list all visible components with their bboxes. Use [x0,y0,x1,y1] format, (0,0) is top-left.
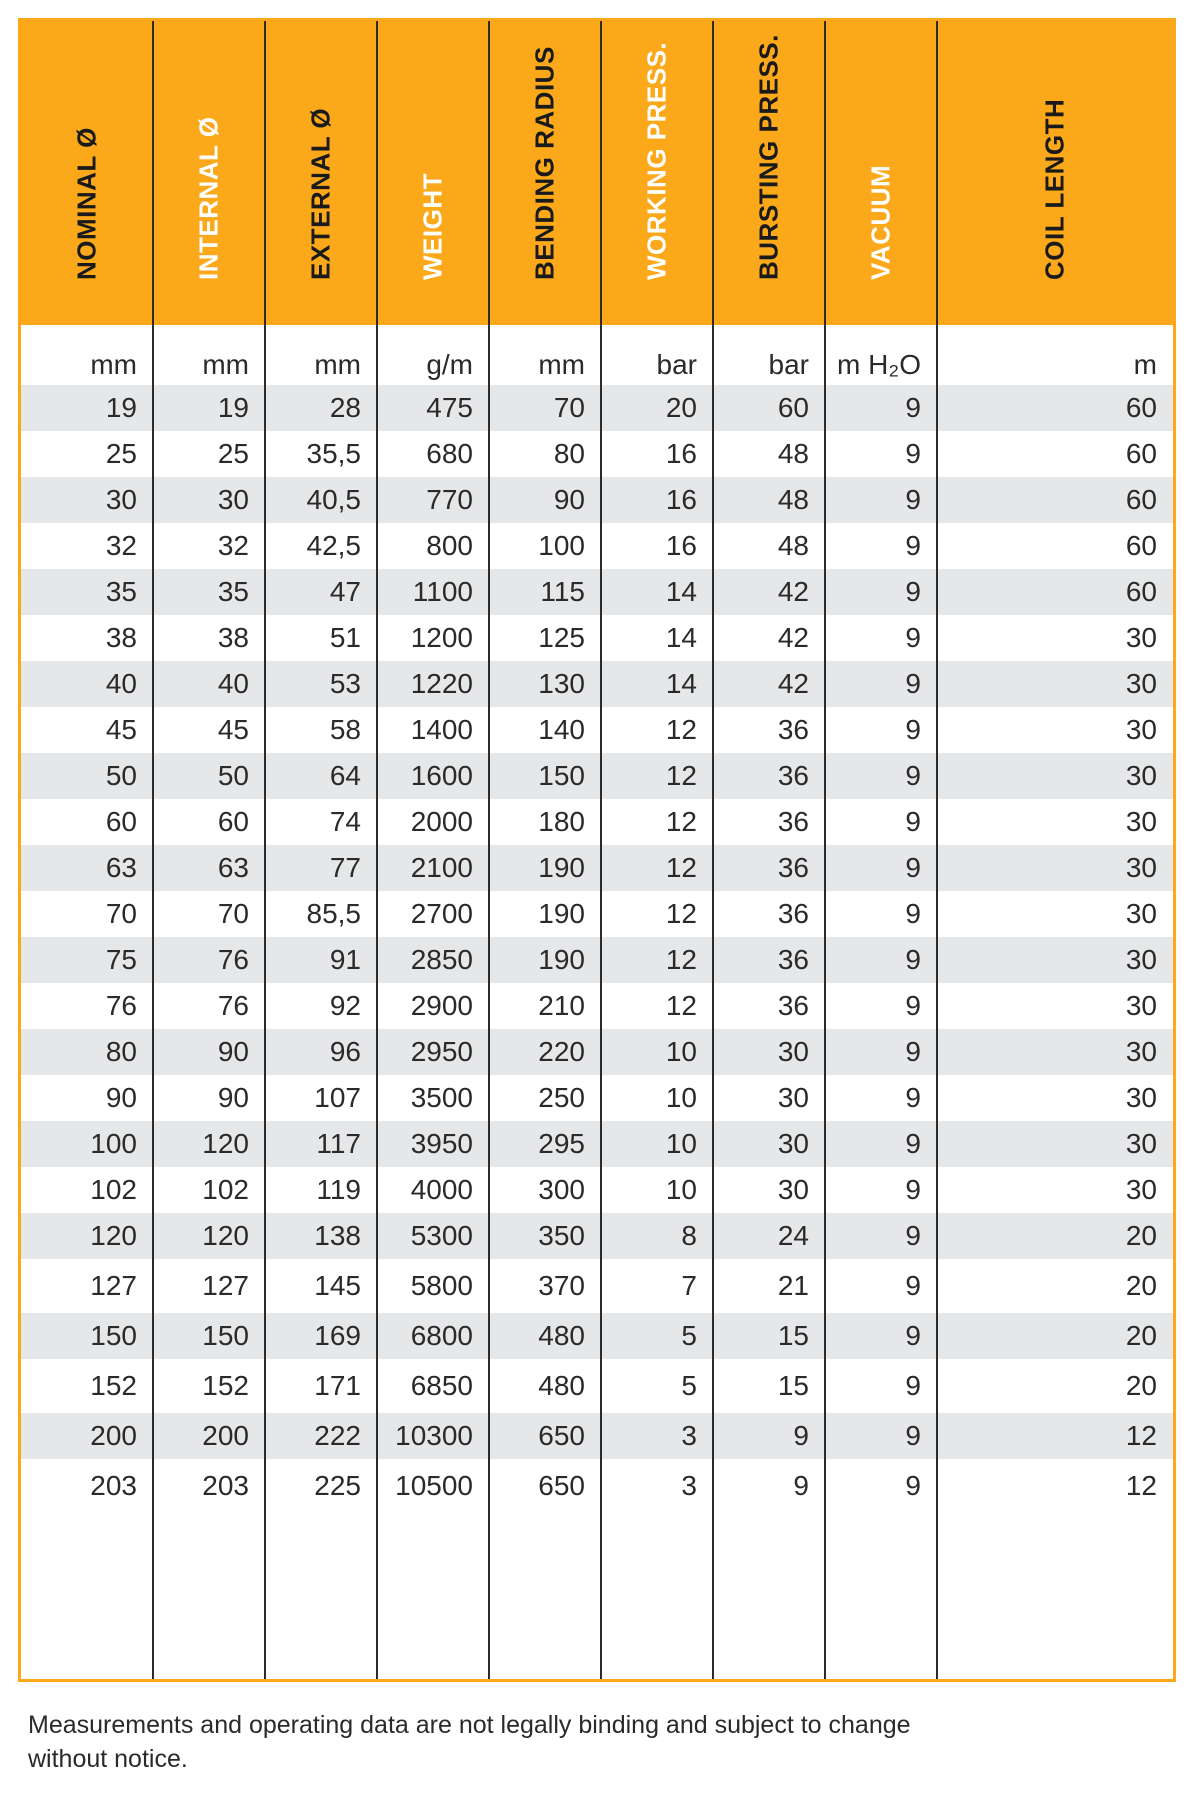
cell-vacuum: 9 [905,1370,921,1401]
cell-working-press: 16 [665,438,697,469]
cell-coil-length: 30 [1125,714,1157,745]
cell-external: 222 [314,1420,361,1451]
cell-coil-length: 30 [1125,1174,1157,1205]
cell-internal: 76 [217,990,249,1021]
cell-bursting-press: 30 [777,1128,809,1159]
header-cell-external [265,21,377,325]
cell-bending-radius: 650 [538,1470,585,1501]
cell-internal: 152 [202,1370,249,1401]
cell-external: 171 [314,1370,361,1401]
cell-bursting-press: 15 [777,1320,809,1351]
column-divider [488,21,490,1679]
table-row [21,523,1173,569]
cell-bursting-press: 36 [777,852,809,883]
cell-weight: 6800 [410,1320,473,1351]
table-row [21,1029,1173,1075]
cell-bending-radius: 115 [540,576,585,607]
cell-external: 51 [329,622,361,653]
cell-coil-length: 30 [1125,668,1157,699]
cell-bending-radius: 210 [538,990,585,1021]
cell-bursting-press: 15 [777,1370,809,1401]
cell-external: 28 [329,392,361,423]
cell-nominal: 35 [105,576,137,607]
cell-nominal: 102 [90,1174,137,1205]
cell-weight: 3950 [410,1128,473,1159]
cell-working-press: 12 [665,806,697,837]
unit-cell-vacuum: m H₂O [837,349,921,380]
cell-working-press: 14 [665,622,697,653]
header-label: BURSTING PRESS. [753,34,784,280]
cell-bending-radius: 80 [553,438,585,469]
cell-weight: 1200 [410,622,473,653]
cell-bending-radius: 140 [538,714,585,745]
cell-external: 169 [314,1320,361,1351]
cell-internal: 40 [217,668,249,699]
cell-nominal: 150 [90,1320,137,1351]
cell-working-press: 5 [681,1320,697,1351]
cell-coil-length: 60 [1125,530,1157,561]
cell-coil-length: 30 [1125,1082,1157,1113]
cell-bursting-press: 36 [777,990,809,1021]
header-cell-internal [153,21,265,325]
cell-internal: 60 [217,806,249,837]
cell-external: 40,5 [306,484,361,515]
table-row [21,661,1173,707]
header-cell-bending-radius [489,21,601,325]
table-row [21,385,1173,431]
cell-coil-length: 30 [1125,806,1157,837]
cell-bursting-press: 48 [777,530,809,561]
cell-internal: 90 [217,1082,249,1113]
cell-nominal: 152 [90,1370,137,1401]
cell-nominal: 25 [105,438,137,469]
cell-nominal: 100 [90,1128,137,1159]
cell-vacuum: 9 [905,576,921,607]
cell-bursting-press: 21 [777,1270,809,1301]
units-row [21,325,1173,385]
cell-internal: 38 [217,622,249,653]
column-divider [264,21,266,1679]
column-divider [824,21,826,1679]
cell-bending-radius: 295 [538,1128,585,1159]
cell-coil-length: 20 [1125,1320,1157,1351]
cell-vacuum: 9 [905,1420,921,1451]
cell-internal: 32 [217,530,249,561]
cell-coil-length: 20 [1125,1270,1157,1301]
cell-bending-radius: 190 [538,898,585,929]
cell-nominal: 127 [90,1270,137,1301]
cell-bending-radius: 130 [538,668,585,699]
cell-weight: 1400 [410,714,473,745]
cell-bending-radius: 220 [538,1036,585,1067]
cell-bending-radius: 125 [538,622,585,653]
cell-working-press: 12 [665,990,697,1021]
cell-weight: 2850 [410,944,473,975]
cell-bursting-press: 36 [777,714,809,745]
cell-weight: 800 [426,530,473,561]
cell-working-press: 12 [665,944,697,975]
header-label: INTERNAL Ø [193,116,224,280]
cell-working-press: 7 [681,1270,697,1301]
cell-weight: 3500 [410,1082,473,1113]
column-divider [600,21,602,1679]
cell-bursting-press: 30 [777,1174,809,1205]
cell-bursting-press: 36 [777,898,809,929]
cell-coil-length: 30 [1125,1036,1157,1067]
cell-bending-radius: 350 [538,1220,585,1251]
cell-bending-radius: 480 [538,1370,585,1401]
cell-working-press: 10 [665,1036,697,1067]
cell-vacuum: 9 [905,1036,921,1067]
cell-coil-length: 60 [1125,484,1157,515]
cell-vacuum: 9 [905,1270,921,1301]
cell-internal: 30 [217,484,249,515]
cell-coil-length: 30 [1125,1128,1157,1159]
cell-external: 85,5 [306,898,361,929]
table-row [21,799,1173,845]
cell-vacuum: 9 [905,622,921,653]
cell-vacuum: 9 [905,484,921,515]
unit-cell-bending-radius: mm [538,349,585,380]
cell-weight: 2700 [410,898,473,929]
header-label: COIL LENGTH [1039,98,1070,280]
cell-weight: 2100 [410,852,473,883]
table-row [21,937,1173,983]
cell-working-press: 14 [665,576,697,607]
cell-working-press: 10 [665,1174,697,1205]
cell-nominal: 203 [90,1470,137,1501]
footnote: Measurements and operating data are not legally binding and subject to change without notice. [28,1711,911,1773]
header-label: VACUUM [865,164,896,280]
cell-external: 138 [314,1220,361,1251]
unit-cell-internal: mm [202,349,249,380]
cell-bending-radius: 150 [538,760,585,791]
cell-bursting-press: 9 [793,1470,809,1501]
table-row [21,615,1173,661]
table-row [21,1259,1173,1313]
cell-weight: 2900 [410,990,473,1021]
cell-nominal: 32 [105,530,137,561]
cell-vacuum: 9 [905,714,921,745]
table-row [21,431,1173,477]
cell-bursting-press: 30 [777,1082,809,1113]
cell-internal: 200 [202,1420,249,1451]
column-divider [376,21,378,1679]
cell-external: 145 [314,1270,361,1301]
cell-bursting-press: 36 [777,760,809,791]
cell-bursting-press: 24 [777,1220,809,1251]
cell-coil-length: 30 [1125,898,1157,929]
cell-external: 225 [314,1470,361,1501]
unit-cell-weight: g/m [426,349,473,380]
cell-weight: 680 [426,438,473,469]
table-header-row [21,21,1173,325]
cell-working-press: 3 [681,1470,697,1501]
cell-coil-length: 30 [1125,944,1157,975]
cell-vacuum: 9 [905,1174,921,1205]
spec-table [18,18,1176,1682]
table-row [21,1075,1173,1121]
cell-bending-radius: 190 [538,944,585,975]
cell-bending-radius: 90 [553,484,585,515]
cell-weight: 1220 [410,668,473,699]
cell-external: 35,5 [306,438,361,469]
cell-weight: 1600 [410,760,473,791]
cell-weight: 2950 [410,1036,473,1067]
cell-working-press: 12 [665,852,697,883]
cell-nominal: 76 [105,990,137,1021]
cell-weight: 770 [426,484,473,515]
cell-coil-length: 30 [1125,760,1157,791]
unit-cell-nominal: mm [90,349,137,380]
cell-nominal: 60 [105,806,137,837]
table-row [21,1459,1173,1513]
cell-working-press: 10 [665,1128,697,1159]
cell-bending-radius: 300 [538,1174,585,1205]
cell-nominal: 90 [105,1082,137,1113]
cell-nominal: 38 [105,622,137,653]
cell-nominal: 45 [105,714,137,745]
header-cell-working-press [601,21,713,325]
cell-working-press: 5 [681,1370,697,1401]
cell-working-press: 16 [665,484,697,515]
cell-vacuum: 9 [905,392,921,423]
cell-bursting-press: 60 [777,392,809,423]
cell-external: 96 [329,1036,361,1067]
column-divider [712,21,714,1679]
cell-vacuum: 9 [905,438,921,469]
table-row [21,707,1173,753]
cell-external: 47 [329,576,361,607]
cell-bending-radius: 250 [538,1082,585,1113]
cell-vacuum: 9 [905,852,921,883]
header-label: EXTERNAL Ø [305,107,336,280]
cell-bending-radius: 480 [538,1320,585,1351]
cell-vacuum: 9 [905,668,921,699]
cell-working-press: 12 [665,760,697,791]
cell-weight: 1100 [412,576,473,607]
header-cell-coil-length [937,21,1173,325]
table-row [21,1413,1173,1459]
cell-coil-length: 12 [1125,1420,1157,1451]
cell-vacuum: 9 [905,530,921,561]
cell-vacuum: 9 [905,760,921,791]
cell-bursting-press: 30 [777,1036,809,1067]
cell-internal: 45 [217,714,249,745]
cell-internal: 90 [217,1036,249,1067]
cell-coil-length: 60 [1125,392,1157,423]
cell-internal: 120 [202,1128,249,1159]
cell-vacuum: 9 [905,898,921,929]
header-cell-nominal [21,21,153,325]
cell-bending-radius: 100 [538,530,585,561]
cell-working-press: 20 [665,392,697,423]
table-row [21,753,1173,799]
cell-external: 77 [329,852,361,883]
cell-external: 42,5 [306,530,361,561]
cell-bending-radius: 650 [538,1420,585,1451]
header-cell-bursting-press [713,21,825,325]
cell-external: 119 [316,1174,361,1205]
cell-bending-radius: 180 [538,806,585,837]
table-row [21,1167,1173,1213]
table-row [21,983,1173,1029]
table-row [21,1359,1173,1413]
cell-nominal: 75 [105,944,137,975]
cell-weight: 10500 [395,1470,473,1501]
header-label: NOMINAL Ø [71,127,102,280]
table-row [21,569,1173,615]
cell-bursting-press: 36 [777,806,809,837]
table-row [21,845,1173,891]
cell-external: 74 [329,806,361,837]
cell-coil-length: 20 [1125,1220,1157,1251]
cell-nominal: 30 [105,484,137,515]
cell-bursting-press: 42 [777,576,809,607]
unit-cell-external: mm [314,349,361,380]
cell-working-press: 10 [665,1082,697,1113]
cell-weight: 5300 [410,1220,473,1251]
header-label: WORKING PRESS. [641,41,672,280]
cell-bending-radius: 370 [538,1270,585,1301]
cell-working-press: 3 [681,1420,697,1451]
cell-weight: 5800 [410,1270,473,1301]
cell-coil-length: 30 [1125,852,1157,883]
cell-coil-length: 30 [1125,622,1157,653]
cell-nominal: 70 [105,898,137,929]
cell-coil-length: 20 [1125,1370,1157,1401]
cell-working-press: 14 [665,668,697,699]
header-label: WEIGHT [417,173,448,280]
cell-external: 64 [329,760,361,791]
header-label: BENDING RADIUS [529,46,560,280]
cell-nominal: 19 [105,392,137,423]
column-divider [936,21,938,1679]
cell-external: 92 [329,990,361,1021]
cell-vacuum: 9 [905,1220,921,1251]
cell-nominal: 200 [90,1420,137,1451]
unit-cell-coil-length: m [1133,349,1157,380]
cell-working-press: 12 [665,714,697,745]
cell-bursting-press: 42 [777,668,809,699]
table-row [21,1121,1173,1167]
column-divider [152,21,154,1679]
cell-nominal: 63 [105,852,137,883]
cell-bursting-press: 9 [793,1420,809,1451]
cell-external: 91 [329,944,361,975]
cell-internal: 203 [202,1470,249,1501]
header-cell-weight [377,21,489,325]
cell-internal: 70 [217,898,249,929]
cell-internal: 63 [217,852,249,883]
cell-vacuum: 9 [905,806,921,837]
cell-vacuum: 9 [905,1470,921,1501]
cell-external: 117 [316,1128,361,1159]
table-row [21,477,1173,523]
cell-internal: 25 [217,438,249,469]
cell-vacuum: 9 [905,944,921,975]
cell-vacuum: 9 [905,1320,921,1351]
cell-internal: 120 [202,1220,249,1251]
table-row [21,1313,1173,1359]
cell-internal: 35 [217,576,249,607]
cell-bursting-press: 42 [777,622,809,653]
cell-weight: 10300 [395,1420,473,1451]
cell-working-press: 16 [665,530,697,561]
cell-working-press: 12 [665,898,697,929]
cell-weight: 475 [426,392,473,423]
cell-nominal: 50 [105,760,137,791]
cell-internal: 150 [202,1320,249,1351]
cell-coil-length: 12 [1125,1470,1157,1501]
cell-bending-radius: 70 [553,392,585,423]
cell-bending-radius: 190 [538,852,585,883]
unit-cell-bursting-press: bar [768,349,809,380]
cell-bursting-press: 48 [777,438,809,469]
cell-external: 53 [329,668,361,699]
cell-working-press: 8 [681,1220,697,1251]
cell-internal: 76 [217,944,249,975]
table-row [21,891,1173,937]
cell-vacuum: 9 [905,990,921,1021]
cell-weight: 4000 [410,1174,473,1205]
cell-vacuum: 9 [905,1082,921,1113]
cell-internal: 127 [202,1270,249,1301]
cell-nominal: 40 [105,668,137,699]
cell-weight: 2000 [410,806,473,837]
cell-bursting-press: 48 [777,484,809,515]
header-cell-vacuum [825,21,937,325]
cell-nominal: 120 [90,1220,137,1251]
cell-vacuum: 9 [905,1128,921,1159]
cell-coil-length: 60 [1125,576,1157,607]
table-row [21,1213,1173,1259]
cell-coil-length: 60 [1125,438,1157,469]
cell-nominal: 80 [105,1036,137,1067]
cell-coil-length: 30 [1125,990,1157,1021]
cell-external: 107 [314,1082,361,1113]
cell-internal: 102 [202,1174,249,1205]
cell-weight: 6850 [410,1370,473,1401]
cell-bursting-press: 36 [777,944,809,975]
cell-internal: 19 [217,392,249,423]
cell-internal: 50 [217,760,249,791]
unit-cell-working-press: bar [656,349,697,380]
cell-external: 58 [329,714,361,745]
